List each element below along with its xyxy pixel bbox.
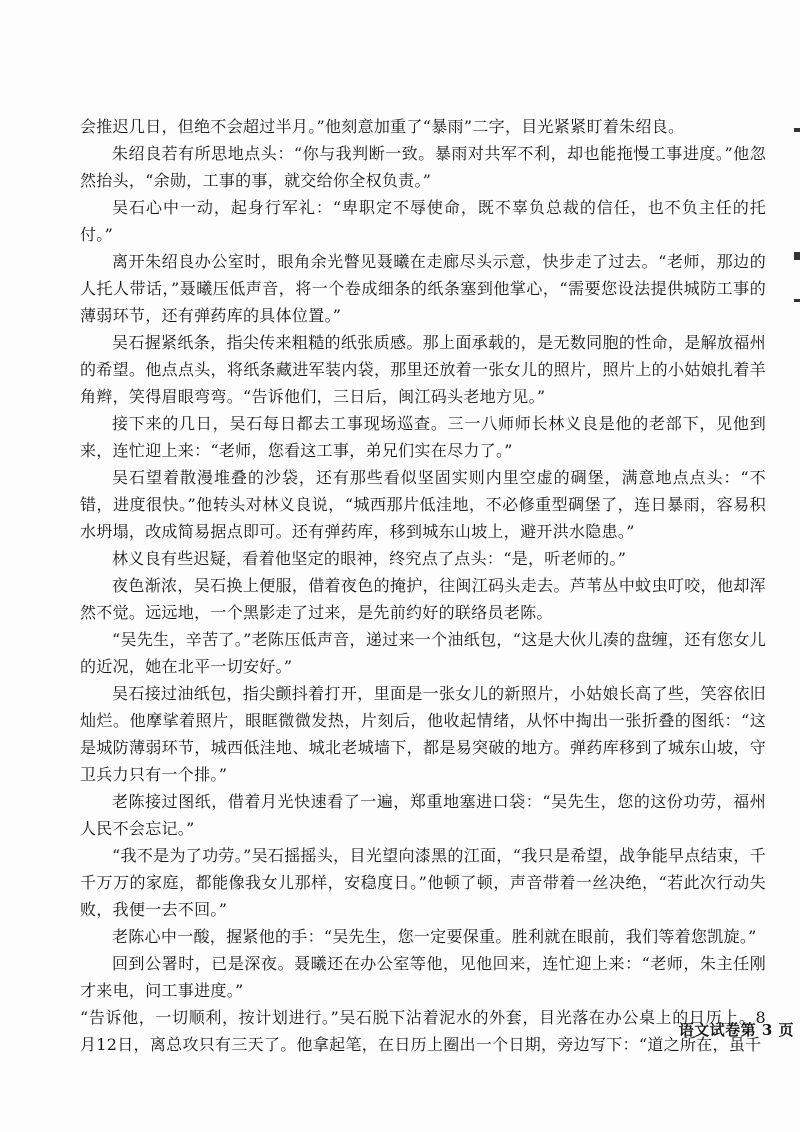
paragraph: “我不是为了功劳。”吴石摇摇头，目光望向漆黑的江面，“我只是希望，战争能早点结束，千千万万的家庭，都能像我女儿那样，安稳度日。”他顿了顿，声音带着一丝决绝，“若此次行动失败，我便一去不回。” — [80, 846, 766, 919]
margin-mark — [794, 128, 800, 132]
paragraph: 离开朱绍良办公室时，眼角余光瞥见聂曦在走廊尽头示意，快步走了过去。“老师，那边的人托人带话，”聂曦压低声音，将一个卷成细条的纸条塞到他掌心，“需要您设法提供城防工事的薄弱环节，还有弹药库的具体位置。” — [80, 252, 766, 325]
paragraph: “告诉他，一切顺利，按计划进行。”吴石脱下沾着泥水的外套，目光落在办公桌上的日历上。8月12日，离总攻只有三天了。他拿起笔，在日历上圈出一个日期，旁边写下：“道之所在，虽千 — [80, 1008, 766, 1054]
paragraph: “吴先生，辛苦了。”老陈压低声音，递过来一个油纸包，“这是大伙儿凑的盘缠，还有您女儿的近况，她在北平一切安好。” — [80, 630, 766, 676]
paragraph: 吴石心中一动，起身行军礼：“卑职定不辱使命，既不辜负总裁的信任，也不负主任的托付。” — [80, 198, 766, 244]
margin-mark — [794, 299, 800, 302]
paragraph: 吴石接过油纸包，指尖颤抖着打开，里面是一张女儿的新照片，小姑娘长高了些，笑容依旧灿烂。他摩挲着照片，眼眶微微发热，片刻后，他收起情绪，从怀中掏出一张折叠的图纸：“这是城防薄弱环节，城西低洼地、城北老城墙下，都是易突破的地方。弹药库移到了城东山坡，守卫兵力只有一个排。” — [80, 684, 766, 784]
margin-mark — [794, 252, 800, 260]
paragraph: 老陈接过图纸，借着月光快速看了一遍，郑重地塞进口袋：“吴先生，您的这份功劳，福州人民不会忘记。” — [80, 792, 766, 838]
paragraph: 吴石望着散漫堆叠的沙袋，还有那些看似坚固实则内里空虚的碉堡，满意地点点头：“不错，进度很快。”他转头对林义良说，“城西那片低洼地，不必修重型碉堡了，连日暴雨，容易积水坍塌，改成简易据点即可。还有弹药库，移到城东山坡上，避开洪水隐患。” — [80, 468, 766, 541]
paragraph: 吴石握紧纸条，指尖传来粗糙的纸张质感。那上面承载的，是无数同胞的性命，是解放福州的希望。他点点头，将纸条藏进军装内袋，那里还放着一张女儿的照片，照片上的小姑娘扎着羊角辫，笑得眉眼弯弯。“告诉他们，三日后，闽江码头老地方见。” — [80, 333, 766, 406]
paragraph: 夜色渐浓，吴石换上便服，借着夜色的掩护，往闽江码头走去。芦苇丛中蚊虫叮咬，他却浑然不觉。远远地，一个黑影走了过来，是先前约好的联络员老陈。 — [80, 576, 766, 622]
paragraph: 会推迟几日，但绝不会超过半月。”他刻意加重了“暴雨”二字，目光紧紧盯着朱绍良。 — [80, 117, 685, 136]
page-number: 语文试卷第 3 页 — [678, 1021, 794, 1039]
paragraph: 朱绍良若有所思地点头：“你与我判断一致。暴雨对共军不利，却也能拖慢工事进度。”他忽然抬头，“余勋，工事的事，就交给你全权负责。” — [80, 144, 766, 190]
paragraph: 回到公署时，已是深夜。聂曦还在办公室等他，见他回来，连忙迎上来：“老师，朱主任刚才来电，问工事进度。” — [80, 954, 766, 1000]
paragraph: 老陈心中一酸，握紧他的手：“吴先生，您一定要保重。胜利就在眼前，我们等着您凯旋。” — [112, 927, 757, 946]
paragraph: 接下来的几日，吴石每日都去工事现场巡查。三一八师师长林义良是他的老部下，见他到来，连忙迎上来：“老师，您看这工事，弟兄们实在尽力了。” — [80, 414, 766, 460]
article-body — [80, 113, 766, 1058]
paragraph: 林义良有些迟疑，看着他坚定的眼神，终究点了点头：“是，听老师的。” — [112, 549, 627, 568]
